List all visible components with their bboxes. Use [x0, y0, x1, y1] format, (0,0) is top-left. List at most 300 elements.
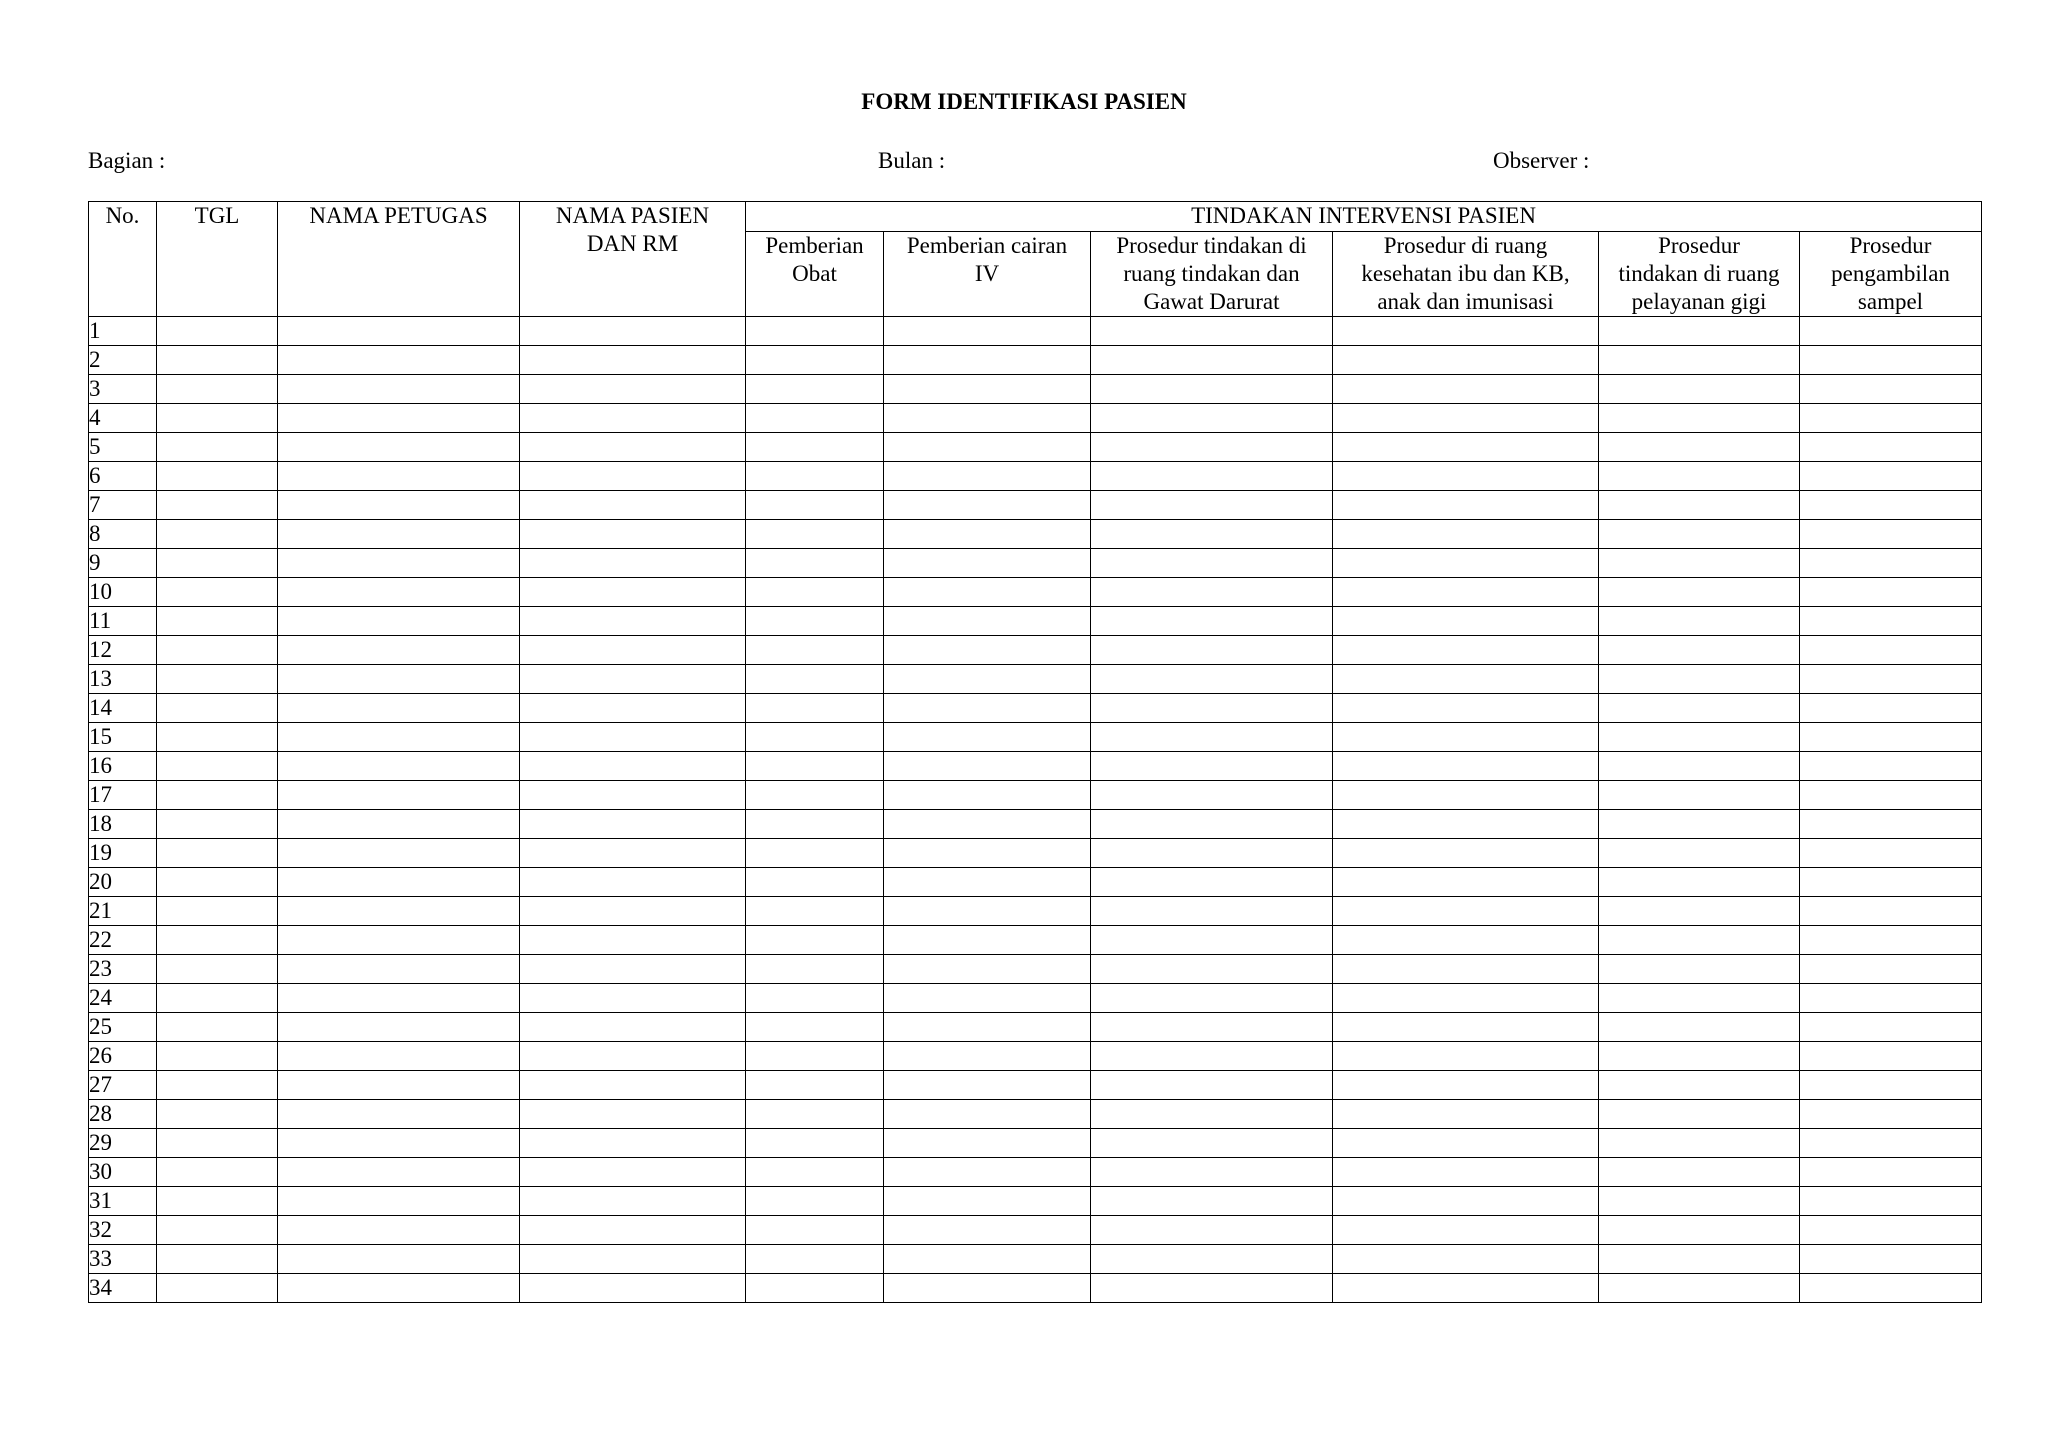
table-cell[interactable]	[746, 404, 884, 433]
table-cell[interactable]	[520, 462, 746, 491]
table-cell[interactable]	[157, 926, 278, 955]
table-cell[interactable]	[157, 375, 278, 404]
table-cell[interactable]	[1800, 839, 1982, 868]
table-cell[interactable]	[1333, 1187, 1599, 1216]
table-cell[interactable]	[1333, 694, 1599, 723]
table-cell[interactable]	[884, 1013, 1091, 1042]
table-cell[interactable]	[1091, 926, 1333, 955]
table-cell[interactable]	[278, 1187, 520, 1216]
table-cell[interactable]	[746, 1042, 884, 1071]
table-cell[interactable]	[1091, 1100, 1333, 1129]
table-cell[interactable]	[1599, 549, 1800, 578]
table-cell[interactable]	[1333, 491, 1599, 520]
table-cell[interactable]	[278, 1274, 520, 1303]
table-cell[interactable]	[884, 520, 1091, 549]
table-cell[interactable]	[1800, 549, 1982, 578]
table-cell[interactable]	[278, 868, 520, 897]
table-cell[interactable]	[1091, 665, 1333, 694]
table-cell[interactable]	[157, 1100, 278, 1129]
table-cell[interactable]	[520, 549, 746, 578]
table-cell[interactable]	[1800, 1071, 1982, 1100]
table-cell[interactable]	[884, 549, 1091, 578]
table-cell[interactable]	[884, 1274, 1091, 1303]
table-cell[interactable]	[157, 1274, 278, 1303]
table-cell[interactable]	[1599, 1158, 1800, 1187]
table-cell[interactable]	[278, 1100, 520, 1129]
table-cell[interactable]	[520, 346, 746, 375]
table-cell[interactable]	[746, 1100, 884, 1129]
table-cell[interactable]	[157, 984, 278, 1013]
table-cell[interactable]	[884, 984, 1091, 1013]
table-cell[interactable]	[1333, 636, 1599, 665]
table-cell[interactable]	[520, 578, 746, 607]
table-cell[interactable]	[884, 491, 1091, 520]
table-cell[interactable]	[278, 839, 520, 868]
table-cell[interactable]	[157, 723, 278, 752]
table-cell[interactable]	[520, 375, 746, 404]
table-cell[interactable]	[157, 433, 278, 462]
table-cell[interactable]	[157, 810, 278, 839]
table-cell[interactable]	[1800, 1245, 1982, 1274]
table-cell[interactable]	[884, 462, 1091, 491]
table-cell[interactable]	[278, 1042, 520, 1071]
table-cell[interactable]	[746, 781, 884, 810]
table-cell[interactable]	[1599, 317, 1800, 346]
table-cell[interactable]	[157, 1245, 278, 1274]
table-cell[interactable]	[746, 1216, 884, 1245]
table-cell[interactable]	[884, 752, 1091, 781]
table-cell[interactable]	[1333, 462, 1599, 491]
table-cell[interactable]	[884, 346, 1091, 375]
table-cell[interactable]	[520, 1129, 746, 1158]
table-cell[interactable]	[1599, 491, 1800, 520]
table-cell[interactable]	[884, 1187, 1091, 1216]
table-cell[interactable]	[1800, 694, 1982, 723]
table-cell[interactable]	[278, 433, 520, 462]
table-cell[interactable]	[1599, 752, 1800, 781]
table-cell[interactable]	[157, 404, 278, 433]
table-cell[interactable]	[1333, 1100, 1599, 1129]
table-cell[interactable]	[278, 723, 520, 752]
table-cell[interactable]	[884, 317, 1091, 346]
table-cell[interactable]	[157, 1071, 278, 1100]
table-cell[interactable]	[1800, 375, 1982, 404]
table-cell[interactable]	[520, 317, 746, 346]
table-cell[interactable]	[884, 1158, 1091, 1187]
table-cell[interactable]	[157, 1129, 278, 1158]
table-cell[interactable]	[1091, 317, 1333, 346]
table-cell[interactable]	[157, 955, 278, 984]
table-cell[interactable]	[1091, 462, 1333, 491]
table-cell[interactable]	[157, 781, 278, 810]
table-cell[interactable]	[1333, 404, 1599, 433]
table-cell[interactable]	[1333, 897, 1599, 926]
table-cell[interactable]	[1091, 1158, 1333, 1187]
table-cell[interactable]	[884, 665, 1091, 694]
table-cell[interactable]	[278, 1216, 520, 1245]
table-cell[interactable]	[746, 1158, 884, 1187]
table-cell[interactable]	[1599, 694, 1800, 723]
table-cell[interactable]	[884, 1042, 1091, 1071]
table-cell[interactable]	[1091, 1071, 1333, 1100]
table-cell[interactable]	[278, 1245, 520, 1274]
table-cell[interactable]	[1599, 781, 1800, 810]
table-cell[interactable]	[520, 404, 746, 433]
table-cell[interactable]	[157, 346, 278, 375]
table-cell[interactable]	[1091, 839, 1333, 868]
table-cell[interactable]	[157, 665, 278, 694]
table-cell[interactable]	[1599, 955, 1800, 984]
table-cell[interactable]	[1333, 1158, 1599, 1187]
table-cell[interactable]	[1333, 723, 1599, 752]
table-cell[interactable]	[746, 346, 884, 375]
table-cell[interactable]	[157, 839, 278, 868]
table-cell[interactable]	[1800, 1158, 1982, 1187]
table-cell[interactable]	[278, 694, 520, 723]
table-cell[interactable]	[520, 868, 746, 897]
table-cell[interactable]	[1599, 1216, 1800, 1245]
table-cell[interactable]	[157, 694, 278, 723]
table-cell[interactable]	[746, 839, 884, 868]
table-cell[interactable]	[1800, 984, 1982, 1013]
table-cell[interactable]	[1599, 578, 1800, 607]
table-cell[interactable]	[1091, 375, 1333, 404]
table-cell[interactable]	[884, 839, 1091, 868]
table-cell[interactable]	[520, 781, 746, 810]
table-cell[interactable]	[1091, 955, 1333, 984]
table-cell[interactable]	[884, 375, 1091, 404]
table-cell[interactable]	[1333, 868, 1599, 897]
table-cell[interactable]	[520, 1187, 746, 1216]
table-cell[interactable]	[884, 694, 1091, 723]
table-cell[interactable]	[1800, 1274, 1982, 1303]
table-cell[interactable]	[1333, 1245, 1599, 1274]
table-cell[interactable]	[884, 781, 1091, 810]
table-cell[interactable]	[278, 781, 520, 810]
table-cell[interactable]	[884, 636, 1091, 665]
table-cell[interactable]	[1599, 926, 1800, 955]
table-cell[interactable]	[1599, 636, 1800, 665]
table-cell[interactable]	[746, 520, 884, 549]
table-cell[interactable]	[157, 752, 278, 781]
table-cell[interactable]	[1333, 839, 1599, 868]
table-cell[interactable]	[1599, 1274, 1800, 1303]
table-cell[interactable]	[278, 578, 520, 607]
table-cell[interactable]	[278, 665, 520, 694]
table-cell[interactable]	[278, 520, 520, 549]
table-cell[interactable]	[746, 897, 884, 926]
table-cell[interactable]	[884, 897, 1091, 926]
table-cell[interactable]	[1599, 897, 1800, 926]
table-cell[interactable]	[746, 1129, 884, 1158]
table-cell[interactable]	[278, 926, 520, 955]
table-cell[interactable]	[520, 1100, 746, 1129]
table-cell[interactable]	[278, 897, 520, 926]
table-cell[interactable]	[520, 1158, 746, 1187]
table-cell[interactable]	[1800, 636, 1982, 665]
table-cell[interactable]	[278, 375, 520, 404]
table-cell[interactable]	[278, 955, 520, 984]
table-cell[interactable]	[520, 636, 746, 665]
table-cell[interactable]	[1091, 520, 1333, 549]
table-cell[interactable]	[520, 752, 746, 781]
table-cell[interactable]	[1091, 1216, 1333, 1245]
table-cell[interactable]	[278, 1158, 520, 1187]
table-cell[interactable]	[1333, 433, 1599, 462]
table-cell[interactable]	[1599, 1245, 1800, 1274]
table-cell[interactable]	[1800, 491, 1982, 520]
table-cell[interactable]	[884, 926, 1091, 955]
table-cell[interactable]	[157, 1216, 278, 1245]
table-cell[interactable]	[278, 752, 520, 781]
table-cell[interactable]	[1599, 375, 1800, 404]
table-cell[interactable]	[278, 636, 520, 665]
table-cell[interactable]	[1333, 1042, 1599, 1071]
table-cell[interactable]	[1800, 1187, 1982, 1216]
table-cell[interactable]	[1599, 520, 1800, 549]
table-cell[interactable]	[746, 317, 884, 346]
table-cell[interactable]	[884, 433, 1091, 462]
table-cell[interactable]	[157, 520, 278, 549]
table-cell[interactable]	[157, 1013, 278, 1042]
table-cell[interactable]	[1333, 1129, 1599, 1158]
table-cell[interactable]	[520, 1013, 746, 1042]
table-cell[interactable]	[1333, 607, 1599, 636]
table-cell[interactable]	[746, 1274, 884, 1303]
table-cell[interactable]	[884, 607, 1091, 636]
table-cell[interactable]	[1333, 1013, 1599, 1042]
table-cell[interactable]	[1091, 607, 1333, 636]
table-cell[interactable]	[1091, 1245, 1333, 1274]
table-cell[interactable]	[1800, 520, 1982, 549]
table-cell[interactable]	[157, 1187, 278, 1216]
table-cell[interactable]	[278, 1013, 520, 1042]
table-cell[interactable]	[1333, 317, 1599, 346]
table-cell[interactable]	[1800, 462, 1982, 491]
table-cell[interactable]	[746, 665, 884, 694]
table-cell[interactable]	[1599, 723, 1800, 752]
table-cell[interactable]	[746, 723, 884, 752]
table-cell[interactable]	[520, 897, 746, 926]
table-cell[interactable]	[1599, 462, 1800, 491]
table-cell[interactable]	[1091, 346, 1333, 375]
table-cell[interactable]	[1091, 868, 1333, 897]
table-cell[interactable]	[746, 1013, 884, 1042]
table-cell[interactable]	[1333, 1216, 1599, 1245]
table-cell[interactable]	[746, 462, 884, 491]
table-cell[interactable]	[520, 433, 746, 462]
table-cell[interactable]	[1800, 433, 1982, 462]
table-cell[interactable]	[1091, 1274, 1333, 1303]
table-cell[interactable]	[746, 549, 884, 578]
table-cell[interactable]	[520, 1216, 746, 1245]
table-cell[interactable]	[520, 520, 746, 549]
table-cell[interactable]	[520, 607, 746, 636]
table-cell[interactable]	[1091, 433, 1333, 462]
table-cell[interactable]	[746, 578, 884, 607]
table-cell[interactable]	[1599, 1042, 1800, 1071]
table-cell[interactable]	[1800, 404, 1982, 433]
table-cell[interactable]	[1333, 926, 1599, 955]
table-cell[interactable]	[157, 607, 278, 636]
table-cell[interactable]	[746, 1071, 884, 1100]
table-cell[interactable]	[746, 868, 884, 897]
table-cell[interactable]	[1333, 781, 1599, 810]
table-cell[interactable]	[1333, 520, 1599, 549]
table-cell[interactable]	[1800, 1216, 1982, 1245]
table-cell[interactable]	[1333, 1071, 1599, 1100]
table-cell[interactable]	[746, 955, 884, 984]
table-cell[interactable]	[157, 491, 278, 520]
table-cell[interactable]	[520, 694, 746, 723]
table-cell[interactable]	[1800, 1129, 1982, 1158]
table-cell[interactable]	[520, 926, 746, 955]
table-cell[interactable]	[1599, 1100, 1800, 1129]
table-cell[interactable]	[1091, 752, 1333, 781]
table-cell[interactable]	[1599, 1013, 1800, 1042]
table-cell[interactable]	[278, 404, 520, 433]
table-cell[interactable]	[1333, 346, 1599, 375]
table-cell[interactable]	[746, 1245, 884, 1274]
table-cell[interactable]	[1800, 317, 1982, 346]
table-cell[interactable]	[1091, 578, 1333, 607]
table-cell[interactable]	[1091, 897, 1333, 926]
table-cell[interactable]	[1333, 810, 1599, 839]
table-cell[interactable]	[1800, 607, 1982, 636]
table-cell[interactable]	[157, 462, 278, 491]
table-cell[interactable]	[1091, 404, 1333, 433]
table-cell[interactable]	[1091, 1129, 1333, 1158]
table-cell[interactable]	[278, 607, 520, 636]
table-cell[interactable]	[884, 1216, 1091, 1245]
table-cell[interactable]	[520, 1274, 746, 1303]
table-cell[interactable]	[1800, 346, 1982, 375]
table-cell[interactable]	[1800, 1100, 1982, 1129]
table-cell[interactable]	[1800, 955, 1982, 984]
table-cell[interactable]	[520, 1042, 746, 1071]
table-cell[interactable]	[157, 636, 278, 665]
table-cell[interactable]	[1091, 491, 1333, 520]
table-cell[interactable]	[746, 607, 884, 636]
table-cell[interactable]	[278, 549, 520, 578]
table-cell[interactable]	[884, 1129, 1091, 1158]
table-cell[interactable]	[1091, 1013, 1333, 1042]
table-cell[interactable]	[884, 955, 1091, 984]
table-cell[interactable]	[1599, 665, 1800, 694]
table-cell[interactable]	[1333, 1274, 1599, 1303]
table-cell[interactable]	[746, 810, 884, 839]
table-cell[interactable]	[1333, 984, 1599, 1013]
table-cell[interactable]	[746, 1187, 884, 1216]
table-cell[interactable]	[746, 926, 884, 955]
table-cell[interactable]	[1091, 1042, 1333, 1071]
table-cell[interactable]	[278, 346, 520, 375]
table-cell[interactable]	[1800, 868, 1982, 897]
table-cell[interactable]	[520, 1071, 746, 1100]
table-cell[interactable]	[1599, 1071, 1800, 1100]
table-cell[interactable]	[1599, 810, 1800, 839]
table-cell[interactable]	[157, 868, 278, 897]
table-cell[interactable]	[746, 694, 884, 723]
table-cell[interactable]	[884, 1071, 1091, 1100]
table-cell[interactable]	[1800, 752, 1982, 781]
table-cell[interactable]	[520, 723, 746, 752]
table-cell[interactable]	[520, 491, 746, 520]
table-cell[interactable]	[884, 723, 1091, 752]
table-cell[interactable]	[746, 491, 884, 520]
table-cell[interactable]	[1800, 781, 1982, 810]
table-cell[interactable]	[157, 1158, 278, 1187]
table-cell[interactable]	[746, 375, 884, 404]
table-cell[interactable]	[1599, 868, 1800, 897]
table-cell[interactable]	[278, 810, 520, 839]
table-cell[interactable]	[1091, 723, 1333, 752]
table-cell[interactable]	[1599, 433, 1800, 462]
table-cell[interactable]	[746, 984, 884, 1013]
table-cell[interactable]	[1091, 984, 1333, 1013]
table-cell[interactable]	[1091, 1187, 1333, 1216]
table-cell[interactable]	[278, 491, 520, 520]
table-cell[interactable]	[884, 1245, 1091, 1274]
table-cell[interactable]	[520, 955, 746, 984]
table-cell[interactable]	[278, 317, 520, 346]
table-cell[interactable]	[1091, 781, 1333, 810]
table-cell[interactable]	[157, 1042, 278, 1071]
table-cell[interactable]	[1333, 665, 1599, 694]
table-cell[interactable]	[1333, 578, 1599, 607]
table-cell[interactable]	[1091, 636, 1333, 665]
table-cell[interactable]	[1599, 984, 1800, 1013]
table-cell[interactable]	[520, 810, 746, 839]
table-cell[interactable]	[1333, 549, 1599, 578]
table-cell[interactable]	[1800, 578, 1982, 607]
table-cell[interactable]	[157, 549, 278, 578]
table-cell[interactable]	[1599, 1129, 1800, 1158]
table-cell[interactable]	[1800, 1042, 1982, 1071]
table-cell[interactable]	[884, 578, 1091, 607]
table-cell[interactable]	[1800, 1013, 1982, 1042]
table-cell[interactable]	[278, 462, 520, 491]
table-cell[interactable]	[884, 1100, 1091, 1129]
table-cell[interactable]	[520, 665, 746, 694]
table-cell[interactable]	[520, 839, 746, 868]
table-cell[interactable]	[1333, 752, 1599, 781]
table-cell[interactable]	[746, 752, 884, 781]
table-cell[interactable]	[1091, 810, 1333, 839]
table-cell[interactable]	[1599, 346, 1800, 375]
table-cell[interactable]	[1800, 665, 1982, 694]
table-cell[interactable]	[278, 1071, 520, 1100]
table-cell[interactable]	[1599, 1187, 1800, 1216]
table-cell[interactable]	[1091, 549, 1333, 578]
table-cell[interactable]	[1599, 607, 1800, 636]
table-cell[interactable]	[278, 1129, 520, 1158]
table-cell[interactable]	[278, 984, 520, 1013]
table-cell[interactable]	[520, 1245, 746, 1274]
table-cell[interactable]	[1599, 404, 1800, 433]
table-cell[interactable]	[884, 810, 1091, 839]
table-cell[interactable]	[746, 433, 884, 462]
table-cell[interactable]	[1333, 955, 1599, 984]
table-cell[interactable]	[1800, 926, 1982, 955]
table-cell[interactable]	[1599, 839, 1800, 868]
table-cell[interactable]	[520, 984, 746, 1013]
table-cell[interactable]	[1091, 694, 1333, 723]
table-cell[interactable]	[746, 636, 884, 665]
table-cell[interactable]	[884, 868, 1091, 897]
table-cell[interactable]	[1800, 723, 1982, 752]
table-cell[interactable]	[884, 404, 1091, 433]
